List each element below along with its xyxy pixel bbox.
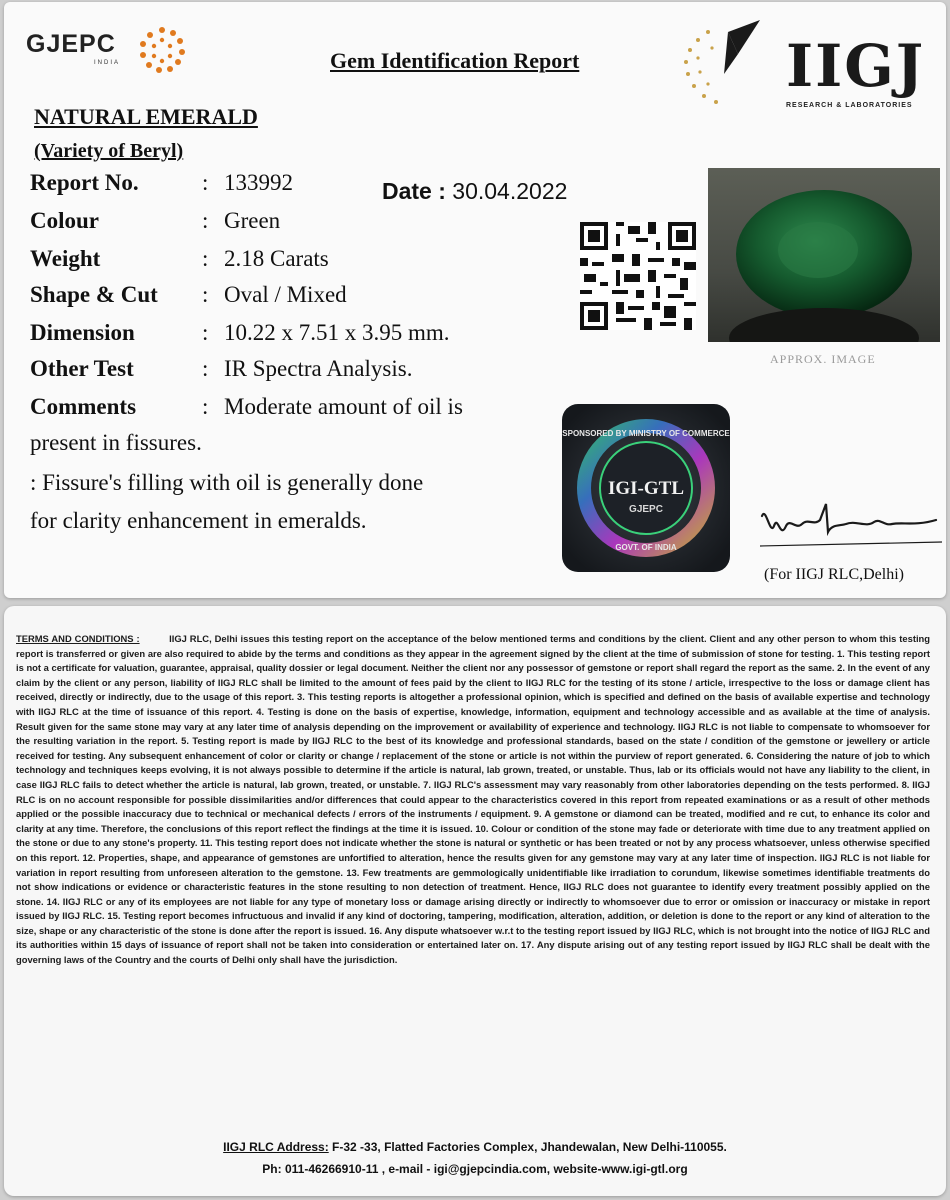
hologram-center: IGI-GTL (607, 478, 685, 499)
hologram-sub: GJEPC (629, 504, 663, 515)
iigj-logo-text: IIGJ (786, 32, 926, 100)
field-label: Dimension (30, 320, 135, 345)
terms-body: IIGJ RLC, Delhi issues this testing report on the acceptance of the below mentioned terms and conditions by the client. Client and any other person to whom this testing report is transferred or given are also required to abide by the terms and conditions as they appear in the agreement signed by the client at the time of submission of stone for testing. 1. This testing report is not a certificate for valuation, guarantee, appraisal, quality dossier or legal document. Neither the client nor any possessor of gemstone or report shall regard the report as the same. 2. In the event of any claim by the client or any person, liability of IIGJ RLC shall be limited to the amount of fees paid by the client to IIGJ RLC for the testing of its stone / article, irrespective to the loss or damage client has received, directly or indirectly, due to the usage of this report. 3. This testing reports is altogether a professional opinion, which is specified and defined on the basis of available expertise and technology with IIGJ RLC at the time of issuance of this report. 4. Testing is done on the basis of expertise, knowledge, information, equipment and technology accessible and as available at the time of analysis. Result given for the same stone may vary at any later time of analysis depending on the improvement or availability of experience and technology. IIGJ RLC is not liable to compensate to whomsoever for the resulting variation in the report. 5. Testing report is made by IIGJ RLC to the best of its knowledge and professional standards, based on the state / condition of the gemstone or jewellery or article received for testing. Any subsequent enhancement of color or clarity or change / replacement of the stone or article is not within the purview of report generated. 6. Considering the nature of job to which technology and techniques keeps evolving, it is not always possible to determine if the article is natural, lab grown, treated, or unstable. Thus, lab or its officials would not have any liability to the client, in case IIGJ RLC fails to detect whether the article is natural, lab grown, treated, or unstable. 7. IIGJ RLC's assessment may vary reasonably from other laboratories depending on the tests performed. 8. IIGJ RLC is on no account responsible for possible dissimilarities and/or differences that could appear to the characteristics covered in this report from repeated examinations or as a result of other methods applied or the possible inaccuracy due to technical or mechanical defects / errors of the instruments / equipment. 9. A gemstone or diamond can be treated, modified and re cut, to enhance its color and clarity at any time. Therefore, the conclusions of this report reflect the findings at the time it is issued. 10. Colour or condition of the stone may fade or deteriorate with time due to any treatment applied on the stone or due to any stone's property. 11. This testing report does not indicate whether the stone is natural or synthetic or has been treated or not by any process whatsoever, unless otherwise specified on this report. 12. Properties, shape, and appearance of gemstones are unfortified to alteration, hence the results given for any gemstone may vary at any later time of inspection. IIGJ RLC is not liable for variation in report resulting from unforeseen alteration to the gemstone. 13. Few treatments are gemmologically unidentifiable like irradiation to corundum, likewise sometimes identifiable treatments do not show indications or evidence or characteristic features in the stone resulting to non detection of treatment. Hence, IIGJ RLC does not guarantee to identify every treatment possibly applied on the stone. 14. IIGJ RLC or any of its employees are not liable for any type of monetary loss or damage arising directly or indirectly to whomsoever due to error or omission or inaccuracy or mistake in report issued by IIGJ RLC. 15. Testing report becomes infructuous and invalid if any kind of doctoring, tampering, modification, alteration, addition, or deletion is done to the report or any kind of alteration to the size, shape or any characteristic of the stone is done after the report is issued. 16. Any dispute whatsoever w.r.t to the testing report issued by IIGJ RLC, which is not brought into the notice of IIGJ RLC and its authorities within 15 days of issuance of report shall not be taken into consideration or entertained later on. 17. Any dispute arising out of any testing report issued by IIGJ RLC shall be dealt with the governing laws of the Country and the courts of Delhi only shall have the jurisdiction. (16, 633, 931, 966)
field-value: Oval / Mixed (224, 282, 347, 307)
image-caption: APPROX. IMAGE (770, 352, 876, 366)
gjepc-logo-text: GJEPC (26, 30, 116, 58)
field-label: Comments (30, 394, 137, 419)
field-value: Moderate amount of oil is (224, 394, 463, 419)
field-colon: : (202, 282, 209, 307)
terms-heading: TERMS AND CONDITIONS : (16, 633, 140, 644)
field-colon: : (202, 170, 209, 195)
field-label: Colour (30, 208, 99, 233)
field-label: Report No. (30, 170, 139, 195)
field-colon: : (202, 246, 209, 271)
field-colon: : (202, 356, 209, 381)
address-text: F-32 -33, Flatted Factories Complex, Jhandewalan, New Delhi-110055. (328, 1140, 727, 1154)
comment-line: : Fissure's filling with oil is generally done (30, 470, 424, 495)
iigj-logo-sub: RESEARCH & LABORATORIES (786, 102, 913, 109)
gjepc-logo (26, 30, 121, 66)
report-date (382, 178, 567, 205)
gjepc-flower-icon (136, 24, 188, 76)
hologram-ring-bottom: GOVT. OF INDIA (615, 543, 677, 552)
address-label: IIGJ RLC Address: (223, 1140, 329, 1154)
gjepc-logo-sub: INDIA (94, 60, 121, 66)
iigj-star-icon (668, 14, 778, 124)
field-value: 2.18 Carats (224, 246, 329, 271)
field-value: 10.22 x 7.51 x 3.95 mm. (224, 320, 450, 345)
date-value: 30.04.2022 (452, 178, 568, 204)
stone-variety: (Variety of Beryl) (34, 140, 184, 162)
field-label: Shape & Cut (30, 282, 158, 307)
field-colon: : (202, 208, 209, 233)
hologram-ring-top: SPONSORED BY MINISTRY OF COMMERCE (562, 429, 730, 438)
date-label: Date : (382, 178, 446, 204)
gem-photo (708, 168, 940, 342)
footer-contact: Ph: 011-46266910-11 , e-mail - igi@gjepcindia.com, website-www.igi-gtl.org (262, 1162, 688, 1176)
hologram-seal (562, 404, 730, 572)
field-value: Green (224, 208, 281, 233)
comment-line: present in fissures. (30, 430, 202, 455)
field-colon: : (202, 320, 209, 345)
signature-image (756, 496, 944, 560)
stone-name: NATURAL EMERALD (34, 104, 258, 129)
comment-line: for clarity enhancement in emeralds. (30, 508, 367, 533)
qr-code-icon[interactable] (580, 222, 696, 330)
terms-and-conditions (16, 632, 930, 968)
field-value: IR Spectra Analysis. (224, 356, 413, 381)
signature-caption: (For IIGJ RLC,Delhi) (764, 566, 904, 583)
report-title: Gem Identification Report (330, 48, 580, 73)
field-label: Weight (30, 246, 101, 271)
field-value: 133992 (224, 170, 293, 195)
iigj-logo (668, 14, 938, 134)
field-colon: : (202, 394, 209, 419)
field-label: Other Test (30, 356, 134, 381)
emerald-stone-image (708, 168, 940, 342)
footer-address (0, 1140, 950, 1154)
